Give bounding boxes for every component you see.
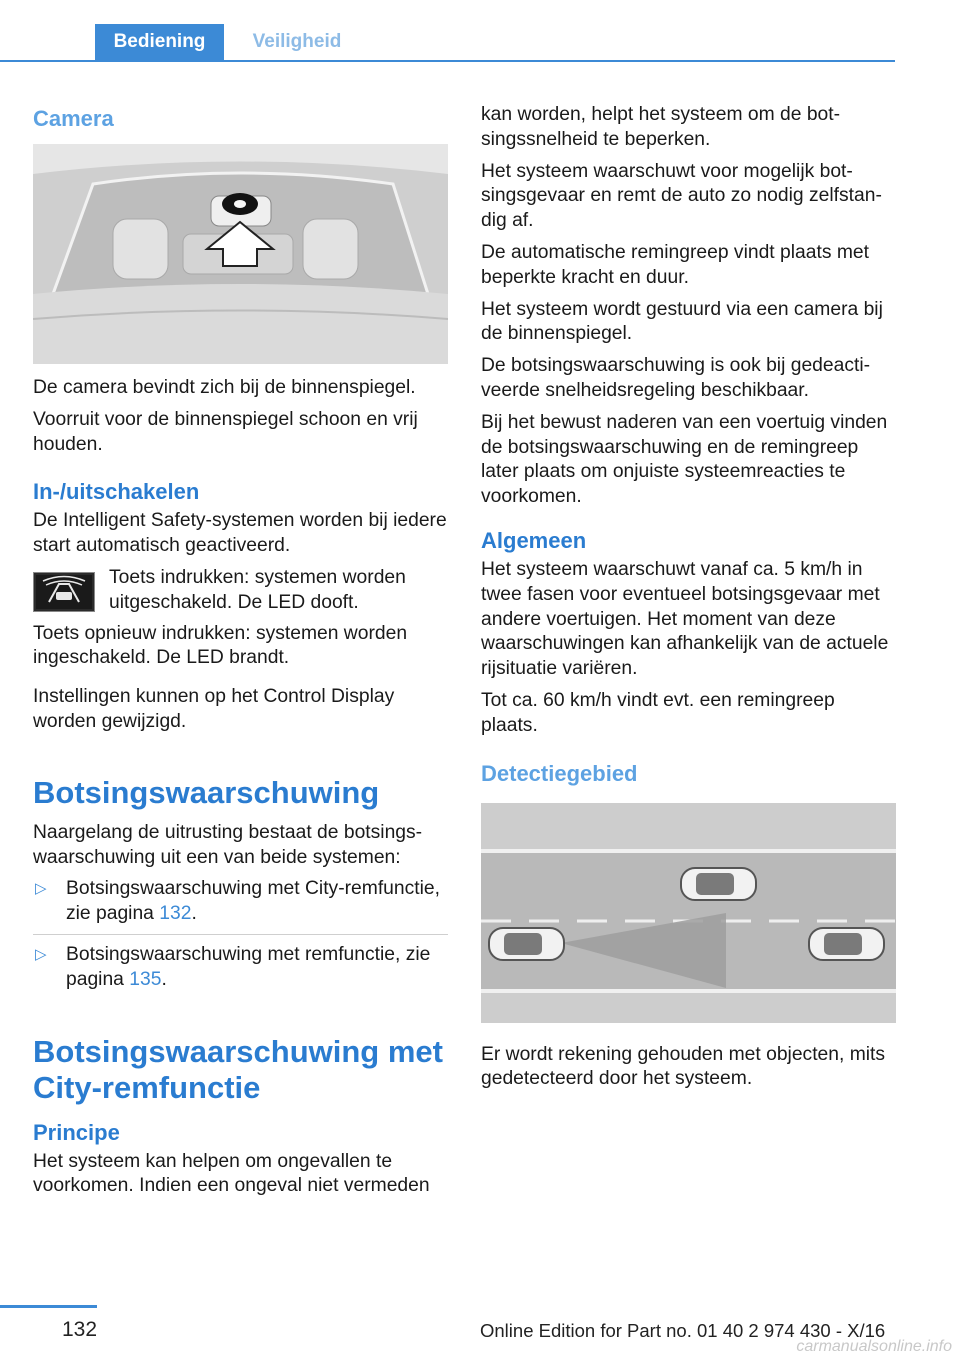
right-paragraph-1: kan worden, helpt het systeem om de botsingssnelheid te beperken. (481, 104, 841, 150)
header-tabs (0, 24, 895, 62)
general-heading: Algemeen (481, 527, 587, 553)
tab-bediening[interactable]: Bediening (95, 24, 224, 60)
right-paragraph-2: Het systeem waarschuwt voor mogelijk botsingsgevaar en remt de auto zo nodig zelfstandig af. (481, 160, 882, 232)
warning-paragraph-1: Naargelang de uitrusting bestaat de botsingswaarschuwing uit een van beide systemen: (33, 821, 423, 868)
button-text: Toets indrukken: systemen worden uitgeschakeld. De LED dooft. (109, 566, 406, 613)
principle-paragraph-1: Het systeem kan helpen om ongevallen te voorkomen. Indien een ongeval niet vermeden (33, 1150, 430, 1197)
system-list (33, 877, 448, 999)
edition-text: Online Edition for Part no. 01 40 2 974 430 - X/16 (480, 1320, 886, 1341)
button-description (33, 566, 448, 616)
camera-paragraph-1: De camera bevindt zich bij de binnenspiegel. (33, 377, 416, 398)
right-paragraph-6: Bij het bewust naderen van een voertuig vinden de botsingswaarschuwing en de remingreep later plaats om onjuiste systeemreacties te voorkomen. (481, 411, 888, 508)
city-heading: Botsingswaarschuwing met City-remfunctie (33, 1033, 443, 1105)
principle-heading: Principe (33, 1119, 120, 1145)
page-number: 132 (62, 1318, 98, 1341)
tab-veiligheid[interactable]: Veiligheid (252, 31, 342, 52)
windshield-illustration (33, 144, 448, 364)
switch-paragraph-2: Toets opnieuw indrukken: systemen worden ingeschakeld. De LED brandt. (33, 622, 408, 669)
list-item: ▷ Botsingswaarschuwing met City-remfunctie, zie pagina 132. (33, 877, 448, 935)
page-link-135[interactable]: 135 (129, 968, 162, 990)
detection-heading: Detectiegebied (481, 760, 638, 786)
general-paragraph-2: Tot ca. 60 km/h vindt evt. een remingreep plaats. (481, 689, 835, 736)
car-ego-icon (489, 928, 564, 960)
camera-figure (33, 144, 448, 364)
left-column (33, 96, 448, 1206)
switch-paragraph-3: Instellingen kunnen op het Control Display worden gewijzigd. (33, 686, 395, 732)
switch-heading: In-/uitschakelen (33, 479, 200, 505)
detection-area-illustration (481, 803, 896, 1023)
general-paragraph-1: Het systeem waarschuwt vanaf ca. 5 km/h in twee fasen voor eventueel botsingsgevaar met andere voertuigen. Het moment van deze waarschuwingen kan afhankelijk van de actuele rijsituatie variëren. (481, 558, 889, 680)
bullet-triangle-icon: ▷ (35, 880, 47, 898)
page-link-132[interactable]: 132 (159, 903, 192, 925)
car-ahead-icon (809, 928, 884, 960)
right-paragraph-4: Het systeem wordt gestuurd via een camera bij de binnenspiegel. (481, 298, 883, 345)
switch-paragraph-1: De Intelligent Safety-systemen worden bij iedere start automatisch geactiveerd. (33, 510, 447, 557)
right-paragraph-5: De botsingswaarschuwing is ook bij gedeactiveerde snelheidsregeling beschikbaar. (481, 355, 871, 401)
bullet-triangle-icon: ▷ (35, 945, 47, 963)
watermark: carmanualsonline.info (796, 1338, 952, 1355)
right-column (481, 103, 896, 1099)
car-front-icon (681, 868, 756, 900)
footer-accent-line (0, 1305, 97, 1308)
warning-heading: Botsingswaarschuwing (33, 774, 380, 810)
detection-paragraph-1: Er wordt rekening gehouden met objecten, mits gedetecteerd door het systeem. (481, 1043, 886, 1090)
detection-figure (481, 803, 896, 1023)
list-item: ▷ Botsingswaarschuwing met remfunctie, zie pagina 135. (35, 943, 431, 990)
camera-heading: Camera (33, 106, 114, 131)
right-paragraph-3: De automatische remingreep vindt plaats met beperkte kracht en duur. (481, 241, 869, 288)
camera-paragraph-2: Voorruit voor de binnenspiegel schoon en vrij houden. (33, 408, 418, 455)
safety-button-icon (33, 572, 95, 612)
